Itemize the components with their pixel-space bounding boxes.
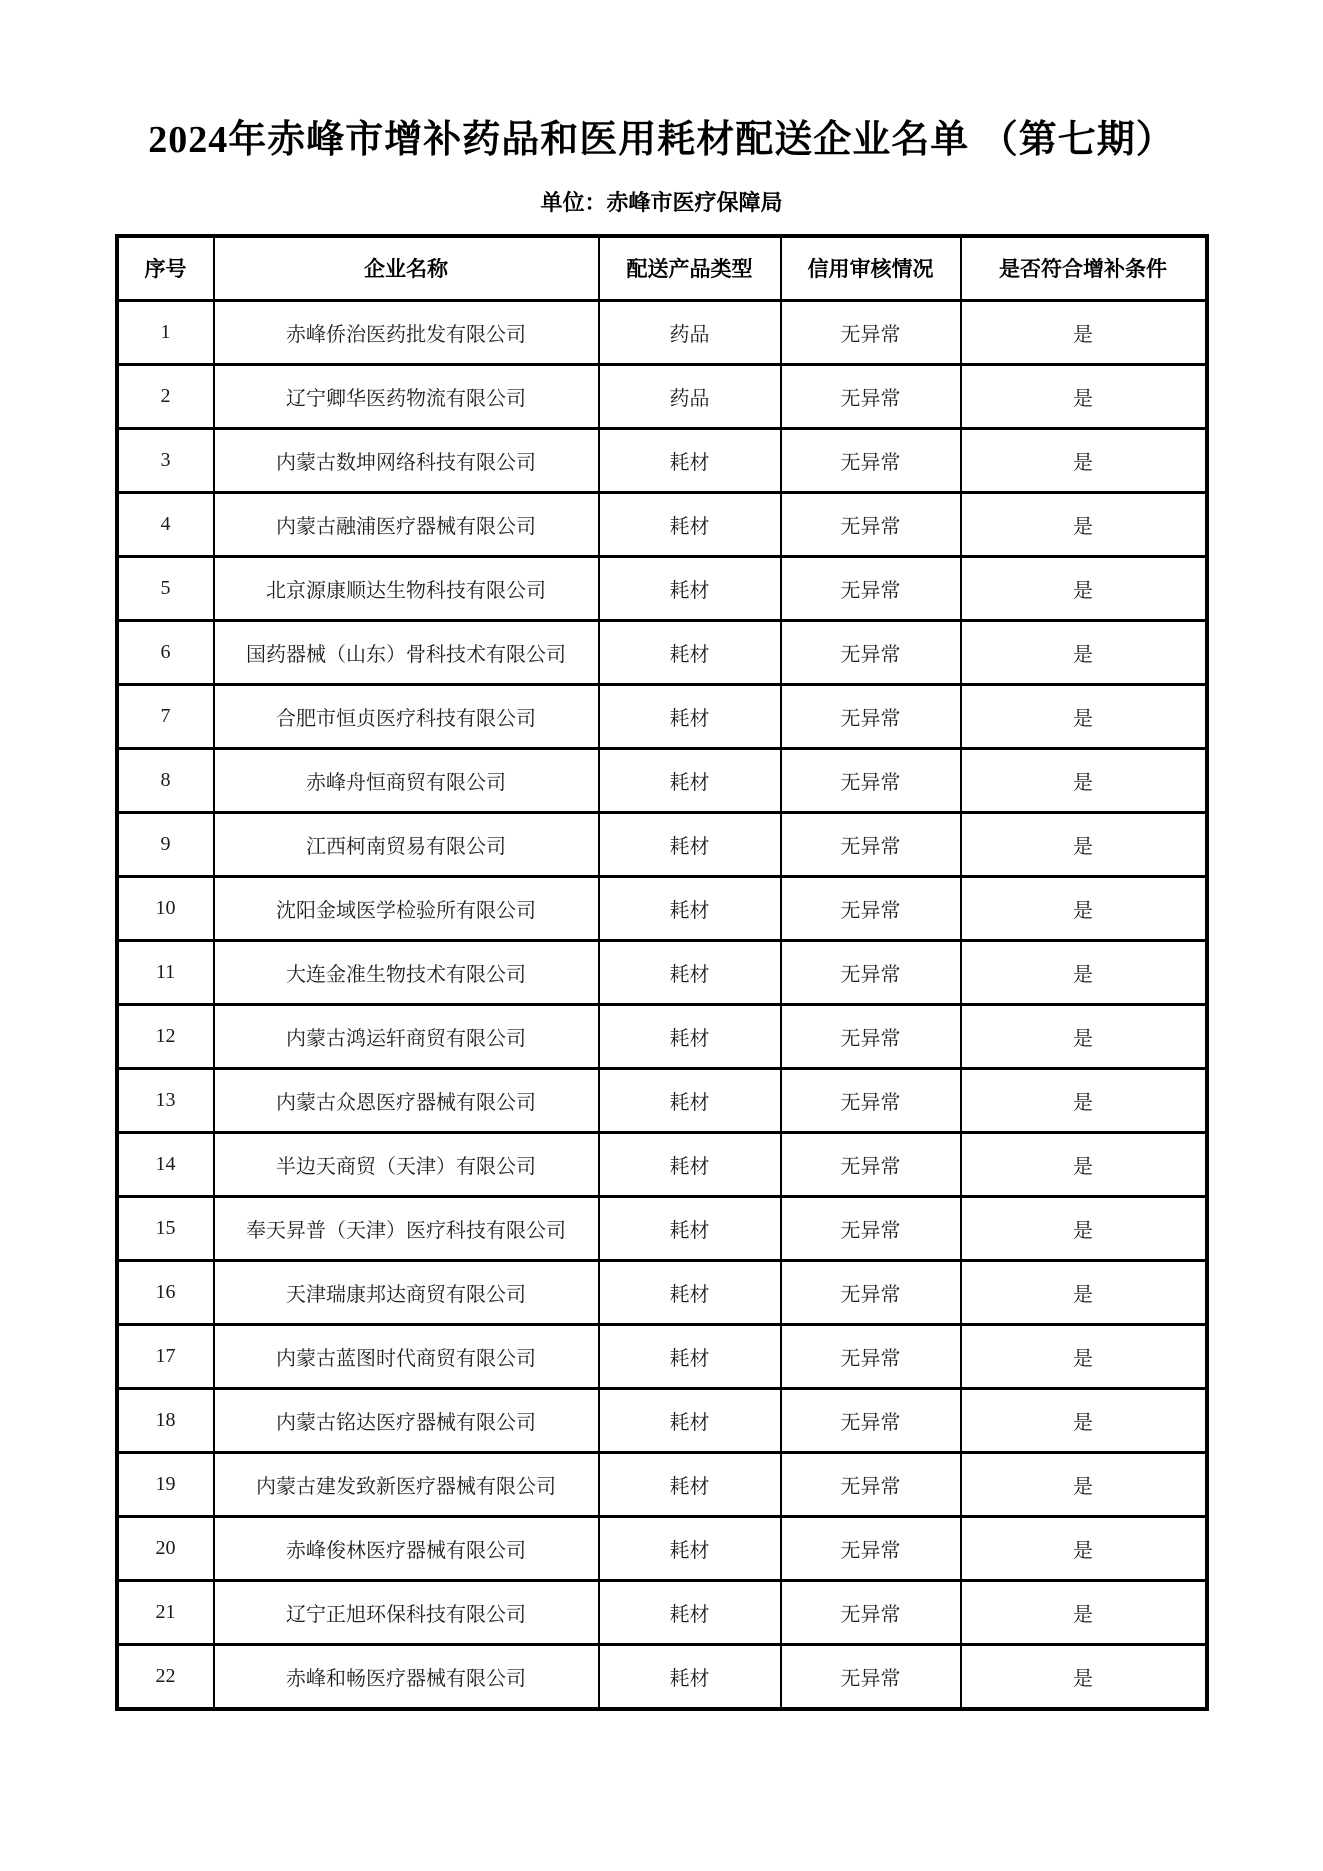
cell-eligibility: 是: [961, 1580, 1207, 1644]
cell-company-name: 辽宁正旭环保科技有限公司: [214, 1580, 599, 1644]
cell-company-name: 内蒙古融浦医疗器械有限公司: [214, 492, 599, 556]
cell-company-name: 合肥市恒贞医疗科技有限公司: [214, 684, 599, 748]
cell-credit-review: 无异常: [781, 812, 961, 876]
cell-product-type: 耗材: [599, 748, 781, 812]
issuing-unit-label: 单位：赤峰市医疗保障局: [540, 189, 783, 215]
column-header-index: 序号: [117, 236, 214, 301]
cell-product-type: 耗材: [599, 1452, 781, 1516]
table-row: [117, 1004, 1207, 1068]
table-row: [117, 620, 1207, 684]
cell-index: 9: [117, 812, 214, 876]
cell-credit-review: 无异常: [781, 1260, 961, 1324]
cell-product-type: 耗材: [599, 876, 781, 940]
cell-eligibility: 是: [961, 1516, 1207, 1580]
cell-eligibility: 是: [961, 492, 1207, 556]
cell-company-name: 内蒙古众恩医疗器械有限公司: [214, 1068, 599, 1132]
cell-product-type: 药品: [599, 300, 781, 364]
cell-index: 18: [117, 1388, 214, 1452]
cell-credit-review: 无异常: [781, 1068, 961, 1132]
cell-eligibility: 是: [961, 300, 1207, 364]
table-row: [117, 1196, 1207, 1260]
cell-product-type: 耗材: [599, 1132, 781, 1196]
cell-product-type: 耗材: [599, 428, 781, 492]
cell-credit-review: 无异常: [781, 1324, 961, 1388]
cell-company-name: 内蒙古鸿运轩商贸有限公司: [214, 1004, 599, 1068]
cell-credit-review: 无异常: [781, 1580, 961, 1644]
cell-product-type: 药品: [599, 364, 781, 428]
table-row: [117, 812, 1207, 876]
table-row: [117, 940, 1207, 1004]
cell-eligibility: 是: [961, 812, 1207, 876]
cell-product-type: 耗材: [599, 940, 781, 1004]
cell-eligibility: 是: [961, 1004, 1207, 1068]
cell-credit-review: 无异常: [781, 556, 961, 620]
cell-index: 4: [117, 492, 214, 556]
cell-eligibility: 是: [961, 940, 1207, 1004]
cell-eligibility: 是: [961, 1260, 1207, 1324]
table-row: [117, 492, 1207, 556]
table-row: [117, 1132, 1207, 1196]
cell-credit-review: 无异常: [781, 1196, 961, 1260]
cell-credit-review: 无异常: [781, 1388, 961, 1452]
cell-product-type: 耗材: [599, 1068, 781, 1132]
cell-eligibility: 是: [961, 1196, 1207, 1260]
cell-eligibility: 是: [961, 1132, 1207, 1196]
table-row: [117, 1260, 1207, 1324]
cell-eligibility: 是: [961, 364, 1207, 428]
table-body: [117, 300, 1207, 1709]
column-header-company-name: 企业名称: [214, 236, 599, 301]
cell-index: 13: [117, 1068, 214, 1132]
cell-company-name: 内蒙古建发致新医疗器械有限公司: [214, 1452, 599, 1516]
cell-product-type: 耗材: [599, 684, 781, 748]
table-row: [117, 428, 1207, 492]
cell-eligibility: 是: [961, 684, 1207, 748]
cell-index: 2: [117, 364, 214, 428]
cell-eligibility: 是: [961, 620, 1207, 684]
cell-product-type: 耗材: [599, 1004, 781, 1068]
cell-credit-review: 无异常: [781, 428, 961, 492]
table-row: [117, 1452, 1207, 1516]
cell-credit-review: 无异常: [781, 1132, 961, 1196]
cell-company-name: 赤峰俊林医疗器械有限公司: [214, 1516, 599, 1580]
cell-company-name: 江西柯南贸易有限公司: [214, 812, 599, 876]
cell-company-name: 国药器械（山东）骨科技术有限公司: [214, 620, 599, 684]
cell-eligibility: 是: [961, 1644, 1207, 1709]
table-row: [117, 364, 1207, 428]
cell-index: 22: [117, 1644, 214, 1709]
cell-index: 8: [117, 748, 214, 812]
cell-index: 14: [117, 1132, 214, 1196]
column-header-eligibility: 是否符合增补条件: [961, 236, 1207, 301]
cell-product-type: 耗材: [599, 812, 781, 876]
cell-product-type: 耗材: [599, 1580, 781, 1644]
table-row: [117, 748, 1207, 812]
cell-index: 11: [117, 940, 214, 1004]
cell-product-type: 耗材: [599, 620, 781, 684]
cell-credit-review: 无异常: [781, 748, 961, 812]
cell-credit-review: 无异常: [781, 684, 961, 748]
table-row: [117, 300, 1207, 364]
cell-index: 5: [117, 556, 214, 620]
cell-product-type: 耗材: [599, 1516, 781, 1580]
cell-index: 17: [117, 1324, 214, 1388]
table-header-row: [117, 236, 1207, 301]
cell-company-name: 天津瑞康邦达商贸有限公司: [214, 1260, 599, 1324]
column-header-credit-review: 信用审核情况: [781, 236, 961, 301]
cell-index: 20: [117, 1516, 214, 1580]
cell-credit-review: 无异常: [781, 1452, 961, 1516]
table-row: [117, 1516, 1207, 1580]
cell-index: 6: [117, 620, 214, 684]
cell-company-name: 内蒙古铭达医疗器械有限公司: [214, 1388, 599, 1452]
cell-product-type: 耗材: [599, 492, 781, 556]
table-row: [117, 876, 1207, 940]
cell-product-type: 耗材: [599, 1324, 781, 1388]
page-title: 2024年赤峰市增补药品和医用耗材配送企业名单 （第七期）: [148, 119, 1175, 161]
cell-product-type: 耗材: [599, 1260, 781, 1324]
cell-product-type: 耗材: [599, 1388, 781, 1452]
cell-eligibility: 是: [961, 428, 1207, 492]
cell-product-type: 耗材: [599, 556, 781, 620]
cell-eligibility: 是: [961, 1452, 1207, 1516]
table-row: [117, 1644, 1207, 1709]
column-header-product-type: 配送产品类型: [599, 236, 781, 301]
cell-credit-review: 无异常: [781, 300, 961, 364]
cell-company-name: 辽宁卿华医药物流有限公司: [214, 364, 599, 428]
cell-eligibility: 是: [961, 1388, 1207, 1452]
cell-company-name: 赤峰侨治医药批发有限公司: [214, 300, 599, 364]
cell-index: 3: [117, 428, 214, 492]
cell-index: 10: [117, 876, 214, 940]
cell-company-name: 大连金准生物技术有限公司: [214, 940, 599, 1004]
table-row: [117, 556, 1207, 620]
cell-company-name: 内蒙古蓝图时代商贸有限公司: [214, 1324, 599, 1388]
cell-eligibility: 是: [961, 1068, 1207, 1132]
cell-index: 15: [117, 1196, 214, 1260]
table-row: [117, 684, 1207, 748]
table-row: [117, 1068, 1207, 1132]
cell-company-name: 奉天昇普（天津）医疗科技有限公司: [214, 1196, 599, 1260]
cell-credit-review: 无异常: [781, 1516, 961, 1580]
cell-credit-review: 无异常: [781, 940, 961, 1004]
table-row: [117, 1388, 1207, 1452]
cell-company-name: 内蒙古数坤网络科技有限公司: [214, 428, 599, 492]
cell-credit-review: 无异常: [781, 364, 961, 428]
cell-credit-review: 无异常: [781, 876, 961, 940]
cell-credit-review: 无异常: [781, 620, 961, 684]
cell-product-type: 耗材: [599, 1196, 781, 1260]
cell-index: 21: [117, 1580, 214, 1644]
cell-index: 7: [117, 684, 214, 748]
enterprise-list-table: [115, 234, 1209, 1711]
cell-credit-review: 无异常: [781, 1644, 961, 1709]
cell-company-name: 半边天商贸（天津）有限公司: [214, 1132, 599, 1196]
cell-eligibility: 是: [961, 876, 1207, 940]
cell-company-name: 赤峰舟恒商贸有限公司: [214, 748, 599, 812]
cell-eligibility: 是: [961, 1324, 1207, 1388]
cell-company-name: 赤峰和畅医疗器械有限公司: [214, 1644, 599, 1709]
cell-eligibility: 是: [961, 748, 1207, 812]
cell-index: 19: [117, 1452, 214, 1516]
cell-index: 16: [117, 1260, 214, 1324]
cell-index: 1: [117, 300, 214, 364]
table-row: [117, 1580, 1207, 1644]
cell-index: 12: [117, 1004, 214, 1068]
cell-credit-review: 无异常: [781, 1004, 961, 1068]
cell-company-name: 北京源康顺达生物科技有限公司: [214, 556, 599, 620]
cell-company-name: 沈阳金域医学检验所有限公司: [214, 876, 599, 940]
table-row: [117, 1324, 1207, 1388]
cell-product-type: 耗材: [599, 1644, 781, 1709]
cell-eligibility: 是: [961, 556, 1207, 620]
cell-credit-review: 无异常: [781, 492, 961, 556]
